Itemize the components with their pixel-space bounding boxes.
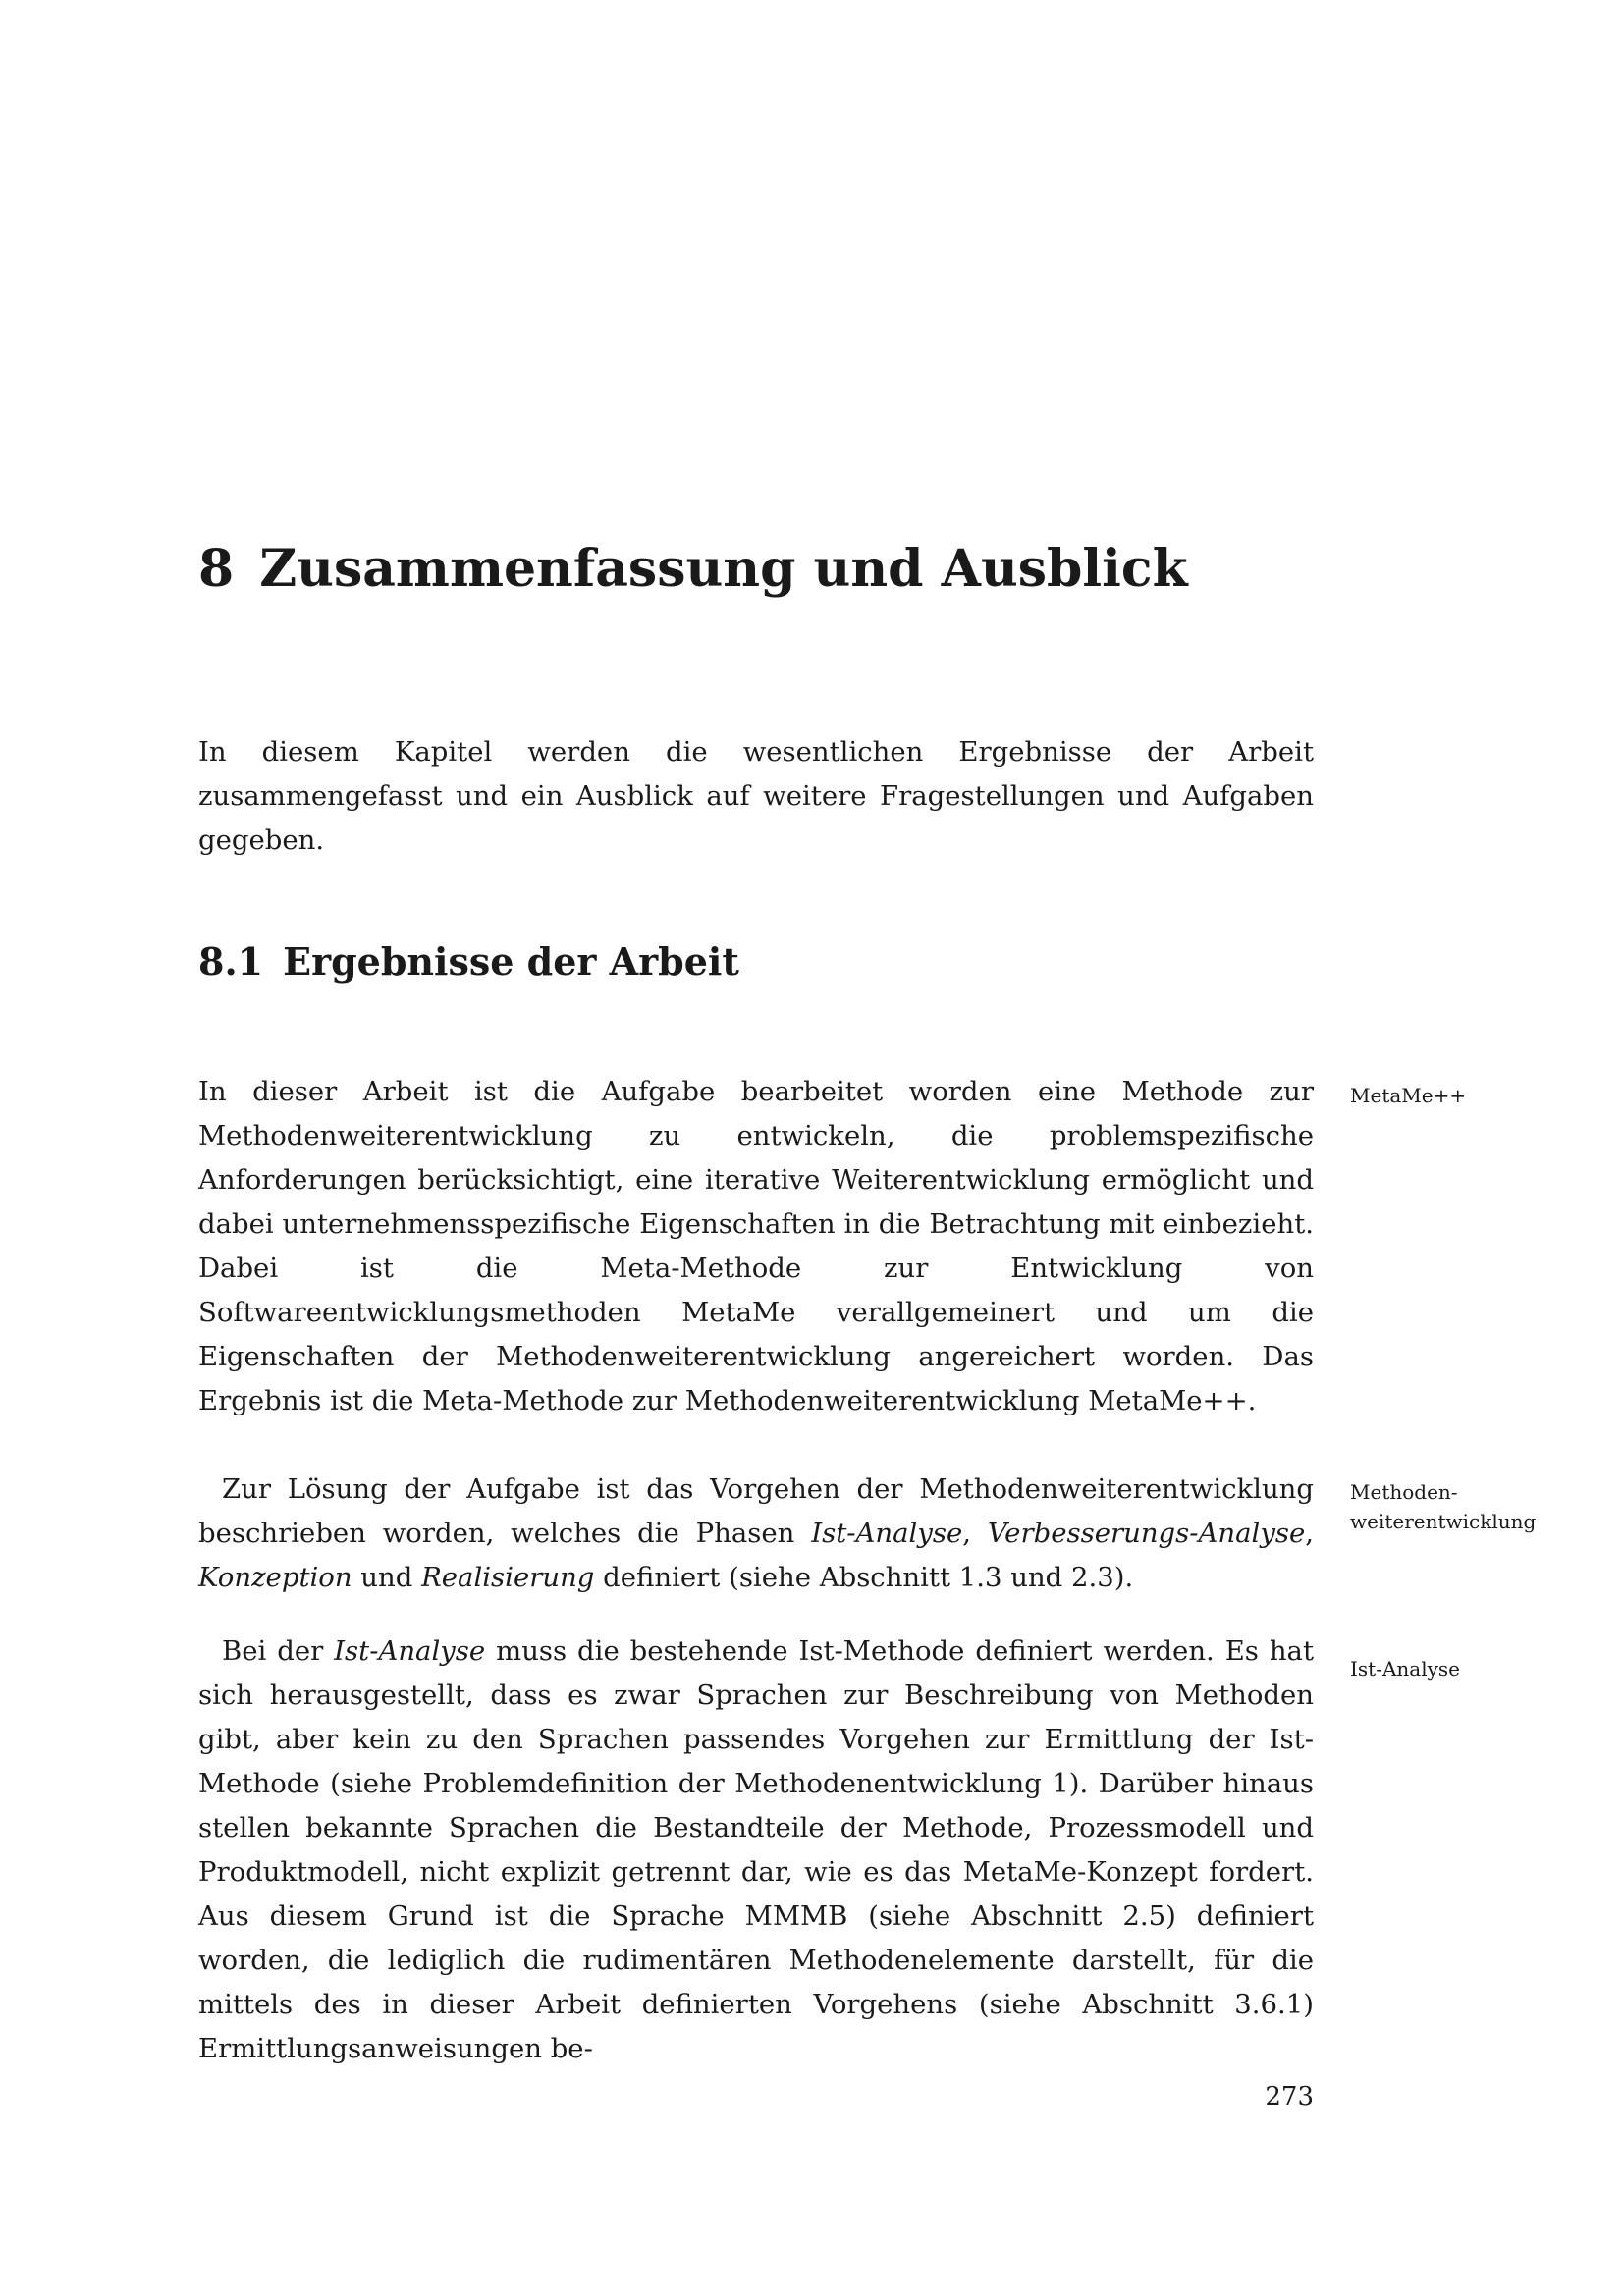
section-title-text: Ergebnisse der Arbeit	[283, 939, 739, 984]
section-title	[198, 937, 739, 987]
phase-realisierung: Realisierung	[421, 1562, 595, 1593]
chapter-title	[198, 535, 1188, 604]
phase-konzeption: Konzeption	[198, 1562, 352, 1593]
chapter-number: 8	[198, 539, 235, 599]
body-paragraph-1: In dieser Arbeit ist die Aufgabe bearbeitet worden eine Methode zur Methodenweiterentwicklung zu entwickeln, die problemspezifische Anforderungen berücksichtigt, eine iterative Weiterentwicklung ermöglicht und dabei unternehmensspezifische Eigenschaften in die Betrachtung mit einbezieht. Dabei ist die Meta-Methode zur Entwicklung von Softwareentwicklungsmethoden MetaMe verallgemeinert und um die Eigenschaften der Methodenweiterentwicklung angereichert worden. Das Ergebnis ist die Meta-Methode zur Methodenweiterentwicklung MetaMe++.	[198, 1076, 1314, 1416]
phase-ist-analyse: Ist-Analyse	[811, 1518, 963, 1549]
paragraph-2-text: definiert (siehe Abschnitt 1.3 und 2.3).	[594, 1562, 1134, 1593]
chapter-title-text: Zusammenfassung und Ausblick	[259, 539, 1188, 599]
body-paragraph-3	[198, 1629, 1314, 2071]
margin-note-metame: MetaMe++	[1350, 1084, 1467, 1107]
paragraph-2-separator: und	[352, 1562, 422, 1593]
intro-paragraph: In diesem Kapitel werden die wesentlichen Ergebnisse der Arbeit zusammengefasst und ein Ausblick auf weitere Fragestellungen und Aufgaben gegeben.	[198, 736, 1314, 856]
phase-verbesserungs-analyse: Verbesserungs-Analyse	[987, 1518, 1306, 1549]
paragraph-3-text: muss die bestehende Ist-Methode definiert werden. Es hat sich herausgestellt, dass es zwar Sprachen zur Beschreibung von Methoden gibt, aber kein zu den Sprachen passendes Vorgehen zur Ermittlung der Ist-Methode (siehe Problemdefinition der Methodenentwicklung 1). Darüber hinaus stellen bekannte Sprachen die Bestandteile der Methode, Prozessmodell und Produktmodell, nicht explizit getrennt dar, wie es das MetaMe-Konzept fordert. Aus diesem Grund ist die Sprache MMMB (siehe Abschnitt 2.5) definiert worden, die lediglich die rudimentären Methodenelemente darstellt, für die mittels des in dieser Arbeit definierten Vorgehens (siehe Abschnitt 3.6.1) Ermittlungsanweisungen be-	[198, 1635, 1314, 2064]
margin-note-line: Methoden-	[1350, 1480, 1458, 1504]
page-number: 273	[1265, 2082, 1314, 2111]
paragraph-2-separator: ,	[1305, 1518, 1314, 1549]
paragraph-2-text: Zur Lösung der Aufgabe ist das Vorgehen der Methodenweiterentwicklung beschrieben worden, welches die Phasen	[198, 1473, 1314, 1549]
paragraph-3-text: Bei der	[222, 1635, 335, 1667]
section-number: 8.1	[198, 939, 264, 984]
margin-note-ist-analyse: Ist-Analyse	[1350, 1657, 1461, 1681]
body-paragraph-2	[198, 1468, 1314, 1600]
term-ist-analyse: Ist-Analyse	[334, 1635, 486, 1667]
margin-note-methodenweiterentwicklung	[1350, 1477, 1576, 1536]
margin-note-line: weiterentwicklung	[1350, 1510, 1537, 1533]
paragraph-2-separator: ,	[962, 1518, 988, 1549]
